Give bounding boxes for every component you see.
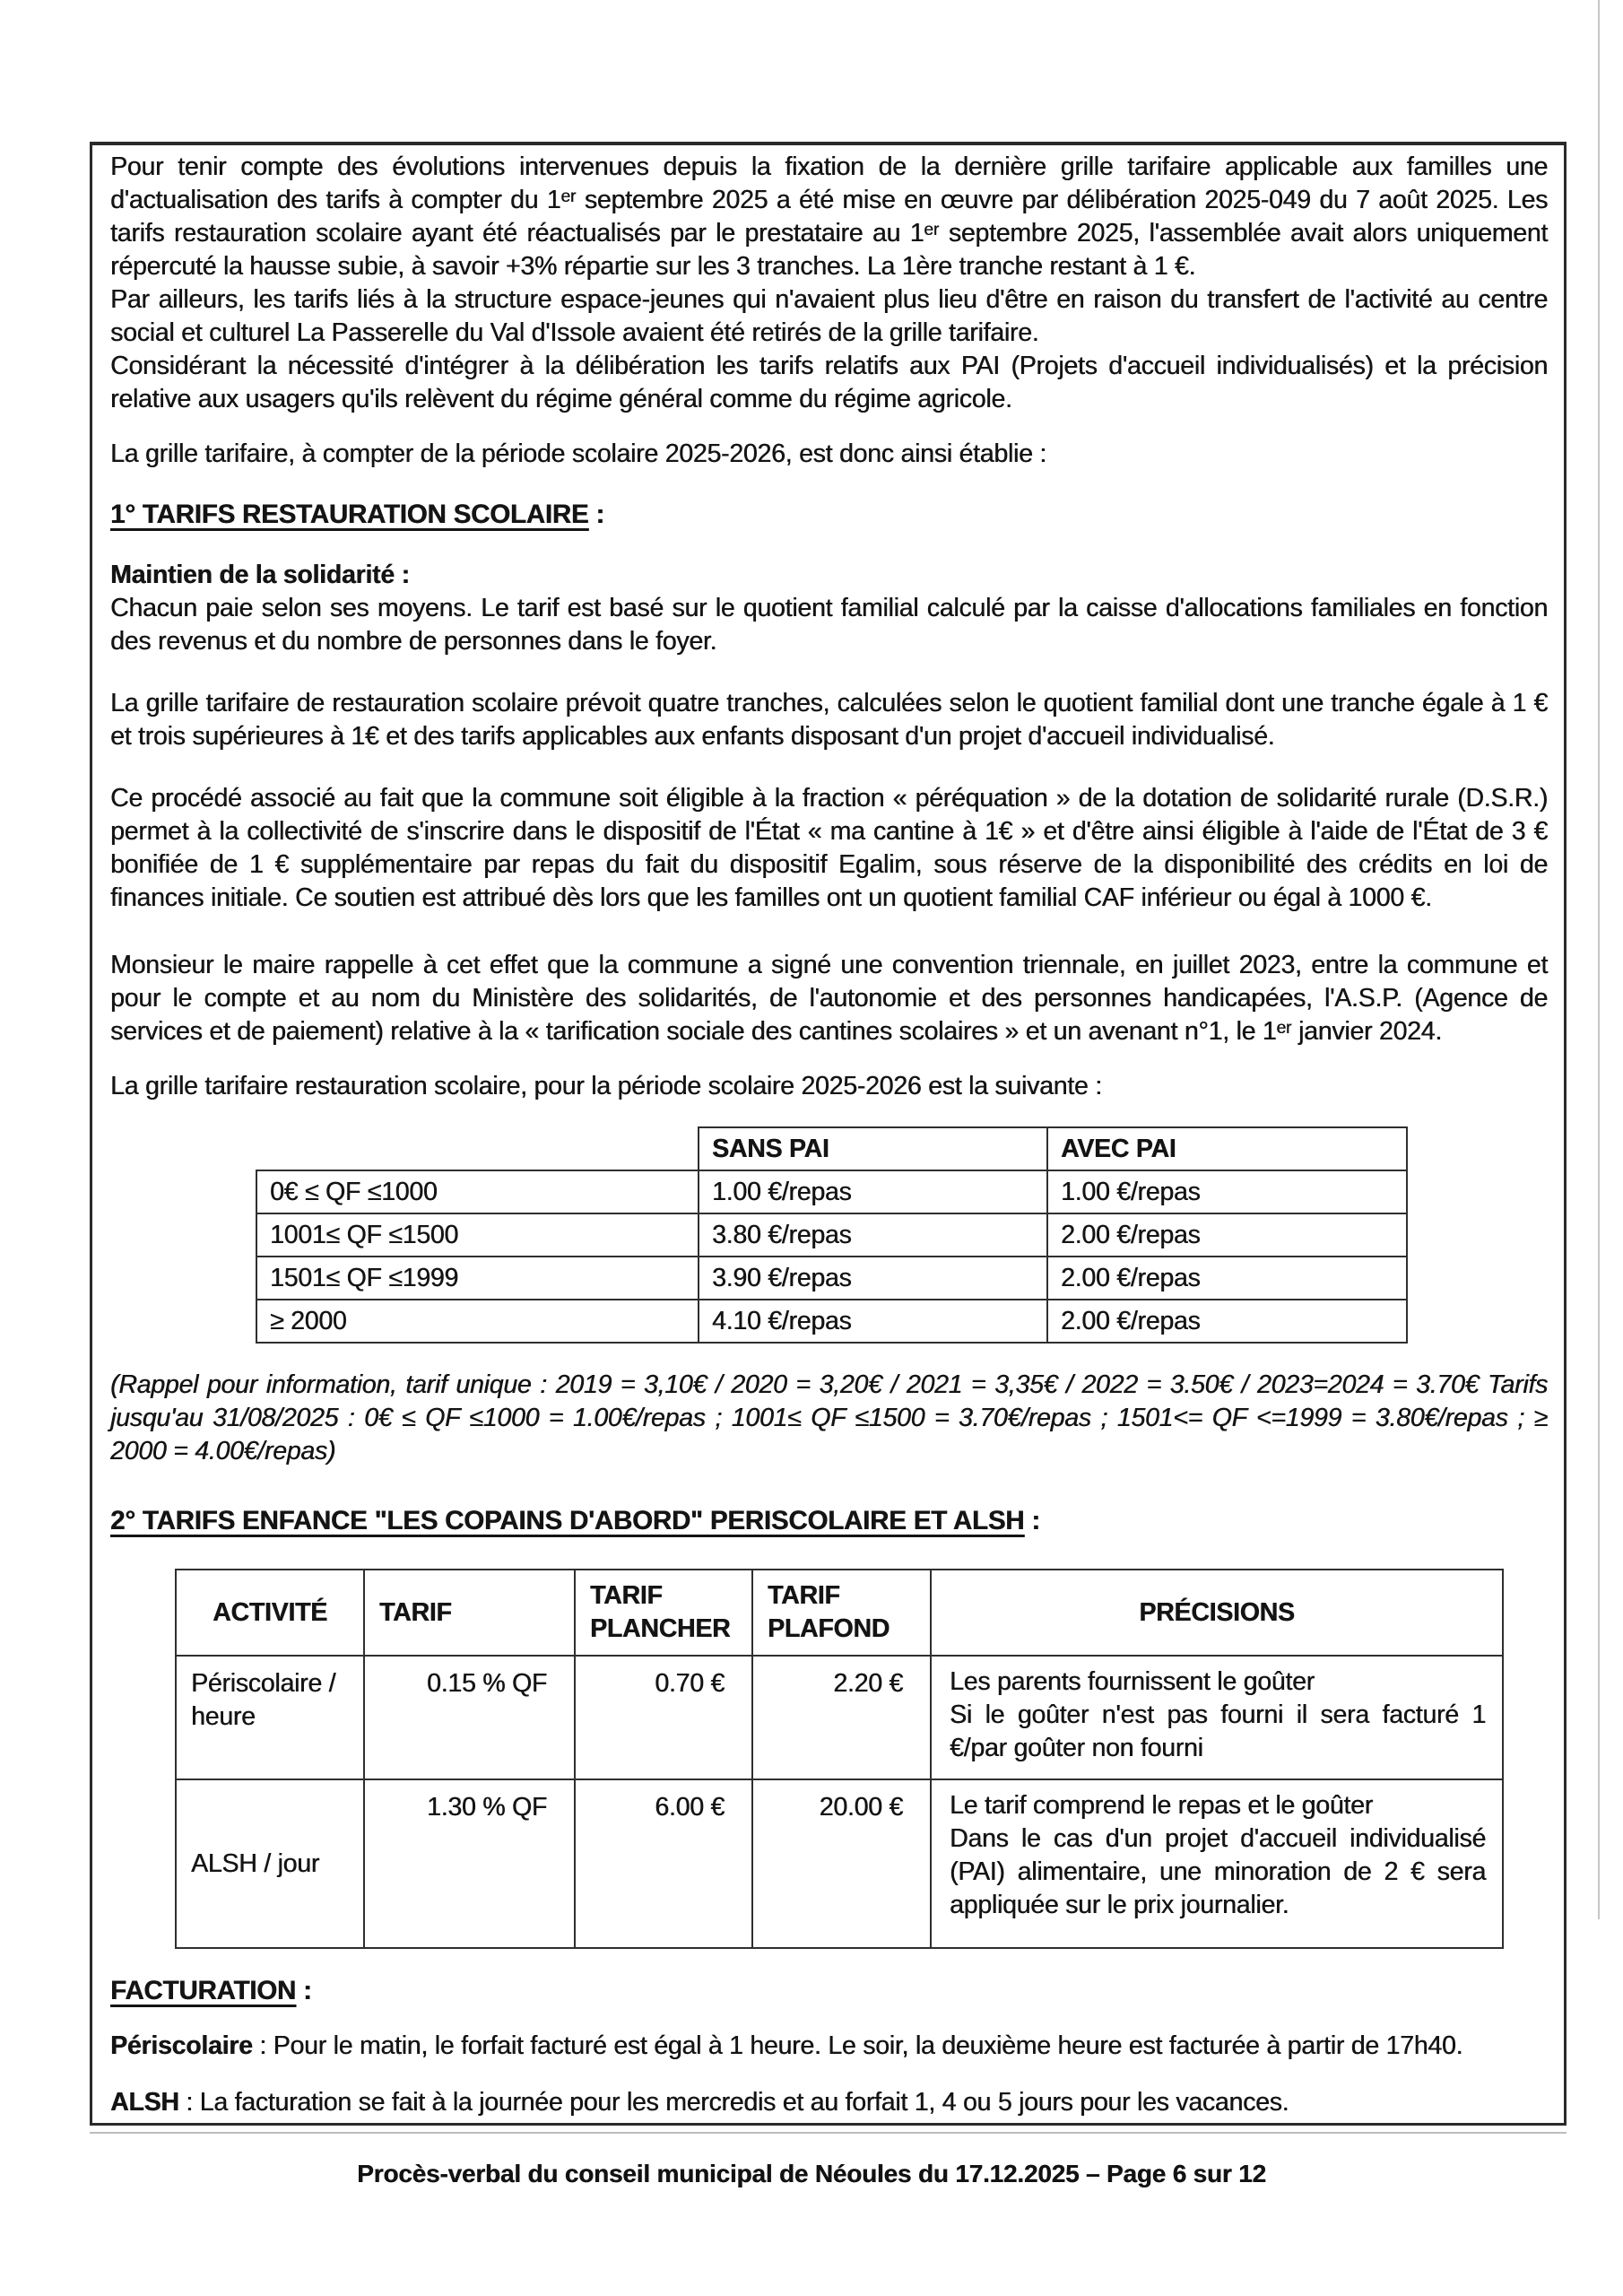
empty-header-cell	[256, 1127, 699, 1170]
paragraph-espace-jeunes: Par ailleurs, les tarifs liés à la structure espace-jeunes qui n'avaient plus lieu d'être en raison du transfert de l'activité au centre social et culturel La Passerelle du Val d'Issole avaient été retirés de la grille tarifaire.	[110, 285, 1548, 347]
table-row	[256, 1257, 1407, 1300]
paragraph-grille-etablie: La grille tarifaire, à compter de la période scolaire 2025-2026, est donc ainsi établie :	[110, 439, 1046, 468]
paragraph-facturation-periscolaire: Périscolaire : Pour le matin, le forfait facturé est égal à 1 heure. Le soir, la deuxième heure est facturée à partir de 17h40.	[110, 2031, 1463, 2060]
table-row-alsh	[176, 1779, 1503, 1948]
column-header-tarif: TARIF	[364, 1570, 575, 1656]
cell-tarif: 1.30 % QF	[364, 1779, 575, 1948]
precision-line: Les parents fournissent le goûter	[950, 1667, 1315, 1696]
enfance-tariff-table	[175, 1569, 1504, 1949]
cell-sans-pai: 1.00 €/repas	[699, 1170, 1047, 1213]
paragraph-considerant: Considérant la nécessité d'intégrer à la délibération les tarifs relatifs aux PAI (Projets d'accueil individualisés) et la précision relative aux usagers qu'ils relèvent du régime général comme du régime agricole.	[110, 352, 1548, 413]
intro-block	[110, 151, 1548, 471]
cell-tarif-plancher: 0.70 €	[575, 1656, 752, 1779]
table-row	[256, 1213, 1407, 1257]
column-header-activite: ACTIVITÉ	[176, 1570, 364, 1656]
cell-sans-pai: 3.80 €/repas	[699, 1213, 1047, 1257]
column-header-tarif-plancher: TARIF PLANCHER	[575, 1570, 752, 1656]
cell-tranche: 1501≤ QF ≤1999	[256, 1257, 699, 1300]
cell-avec-pai: 2.00 €/repas	[1047, 1257, 1407, 1300]
table-header-row	[256, 1127, 1407, 1170]
alsh-label: ALSH	[110, 2088, 179, 2117]
cell-avec-pai: 2.00 €/repas	[1047, 1213, 1407, 1257]
section2-heading: 2° TARIFS ENFANCE "LES COPAINS D'ABORD" PERISCOLAIRE ET ALSH :	[110, 1506, 1040, 1535]
maintien-solidarite-body: Chacun paie selon ses moyens. Le tarif est basé sur le quotient familial calculé par la caisse d'allocations familiales en fonction des revenus et du nombre de personnes dans le foyer.	[110, 594, 1548, 656]
cell-tranche: 1001≤ QF ≤1500	[256, 1213, 699, 1257]
column-header-avec-pai: AVEC PAI	[1047, 1127, 1407, 1170]
scan-edge-artifact	[1598, 0, 1600, 1919]
restauration-tariff-table	[256, 1126, 1408, 1344]
cell-activite: ALSH / jour	[176, 1779, 364, 1948]
cell-tarif-plafond: 20.00 €	[752, 1779, 931, 1948]
precision-line: Le tarif comprend le repas et le goûter	[950, 1791, 1373, 1820]
note-rappel-tarifs: (Rappel pour information, tarif unique : 2019 = 3,10€ / 2020 = 3,20€ / 2021 = 3,35€ / 2022 = 3.50€ / 2023=2024 = 3.70€ Tarifs jusqu'au 31/08/2025 : 0€ ≤ QF ≤1000 = 1.00€/repas ; 1001≤ QF ≤1500 = 3.70€/repas ; 1501<= QF <=1999 = 3.80€/repas ; ≥ 2000 = 4.00€/repas)	[110, 1370, 1548, 1465]
cell-sans-pai: 4.10 €/repas	[699, 1300, 1047, 1343]
paragraph-contexte: Pour tenir compte des évolutions intervenues depuis la fixation de la dernière grille tarifaire applicable aux familles une d'actualisation des tarifs à compter du 1ᵉʳ septembre 2025 a été mise en œuvre par délibération 2025-049 du 7 août 2025. Les tarifs restauration scolaire ayant été réactualisés par le prestataire au 1ᵉʳ septembre 2025, l'assemblée avait alors uniquement répercuté la hausse subie, à savoir +3% répartie sur les 3 tranches. La 1ère tranche restant à 1 €.	[110, 152, 1548, 281]
table-row-periscolaire	[176, 1656, 1503, 1779]
cell-avec-pai: 2.00 €/repas	[1047, 1300, 1407, 1343]
page-footer: Procès-verbal du conseil municipal de Néoules du 17.12.2025 – Page 6 sur 12	[357, 2160, 1266, 2187]
periscolaire-label: Périscolaire	[110, 2031, 253, 2060]
cell-tranche: ≥ 2000	[256, 1300, 699, 1343]
column-header-precisions: PRÉCISIONS	[931, 1570, 1503, 1656]
paragraph-quatre-tranches: La grille tarifaire de restauration scolaire prévoit quatre tranches, calculées selon le quotient familial dont une tranche égale à 1 € et trois supérieures à 1€ et des tarifs applicables aux enfants disposant d'un projet d'accueil individualisé.	[110, 689, 1548, 751]
section1-heading: 1° TARIFS RESTAURATION SCOLAIRE :	[110, 500, 604, 529]
cell-tarif: 0.15 % QF	[364, 1656, 575, 1779]
cell-tarif-plafond: 2.20 €	[752, 1656, 931, 1779]
cell-activite: Périscolaire / heure	[176, 1656, 364, 1779]
cell-avec-pai: 1.00 €/repas	[1047, 1170, 1407, 1213]
facturation-heading: FACTURATION :	[110, 1976, 312, 2005]
table-row	[256, 1170, 1407, 1213]
column-header-tarif-plafond: TARIF PLAFOND	[752, 1570, 931, 1656]
paragraph-perequation-dsr: Ce procédé associé au fait que la commune soit éligible à la fraction « péréquation » de la dotation de solidarité rurale (D.S.R.) permet à la collectivité de s'inscrire dans le dispositif de l'État « ma cantine à 1€ » et d'être ainsi éligible à l'aide de l'État de 3 € bonifiée de 1 € supplémentaire par repas du fait du dispositif Egalim, sous réserve de la disponibilité des crédits en loi de finances initiale. Ce soutien est attribué dès lors que les familles ont un quotient familial CAF inférieur ou égal à 1000 €.	[110, 784, 1548, 912]
maintien-solidarite-title: Maintien de la solidarité :	[110, 561, 410, 589]
table-row	[256, 1300, 1407, 1343]
cell-sans-pai: 3.90 €/repas	[699, 1257, 1047, 1300]
precision-line: Si le goûter n'est pas fourni il sera facturé 1 €/par goûter non fourni	[950, 1700, 1486, 1762]
cell-tarif-plancher: 6.00 €	[575, 1779, 752, 1948]
cell-precisions	[931, 1656, 1503, 1779]
document-border-frame	[90, 142, 1567, 2126]
precision-line: Dans le cas d'un projet d'accueil individualisé (PAI) alimentaire, une minoration de 2 € sera appliquée sur le prix journalier.	[950, 1824, 1486, 1919]
paragraph-facturation-alsh: ALSH : La facturation se fait à la journée pour les mercredis et au forfait 1, 4 ou 5 jours pour les vacances.	[110, 2088, 1289, 2117]
column-header-sans-pai: SANS PAI	[699, 1127, 1047, 1170]
cell-precisions	[931, 1779, 1503, 1948]
paragraph-grille-suivante: La grille tarifaire restauration scolaire, pour la période scolaire 2025-2026 est la suivante :	[110, 1072, 1102, 1100]
paragraph-convention-asp: Monsieur le maire rappelle à cet effet que la commune a signé une convention triennale, en juillet 2023, entre la commune et pour le compte et au nom du Ministère des solidarités, de l'autonomie et des personnes handicapées, l'A.S.P. (Agence de services et de paiement) relative à la « tarification sociale des cantines scolaires » et un avenant n°1, le 1ᵉʳ janvier 2024.	[110, 951, 1548, 1046]
table-header-row	[176, 1570, 1503, 1656]
cell-tranche: 0€ ≤ QF ≤1000	[256, 1170, 699, 1213]
